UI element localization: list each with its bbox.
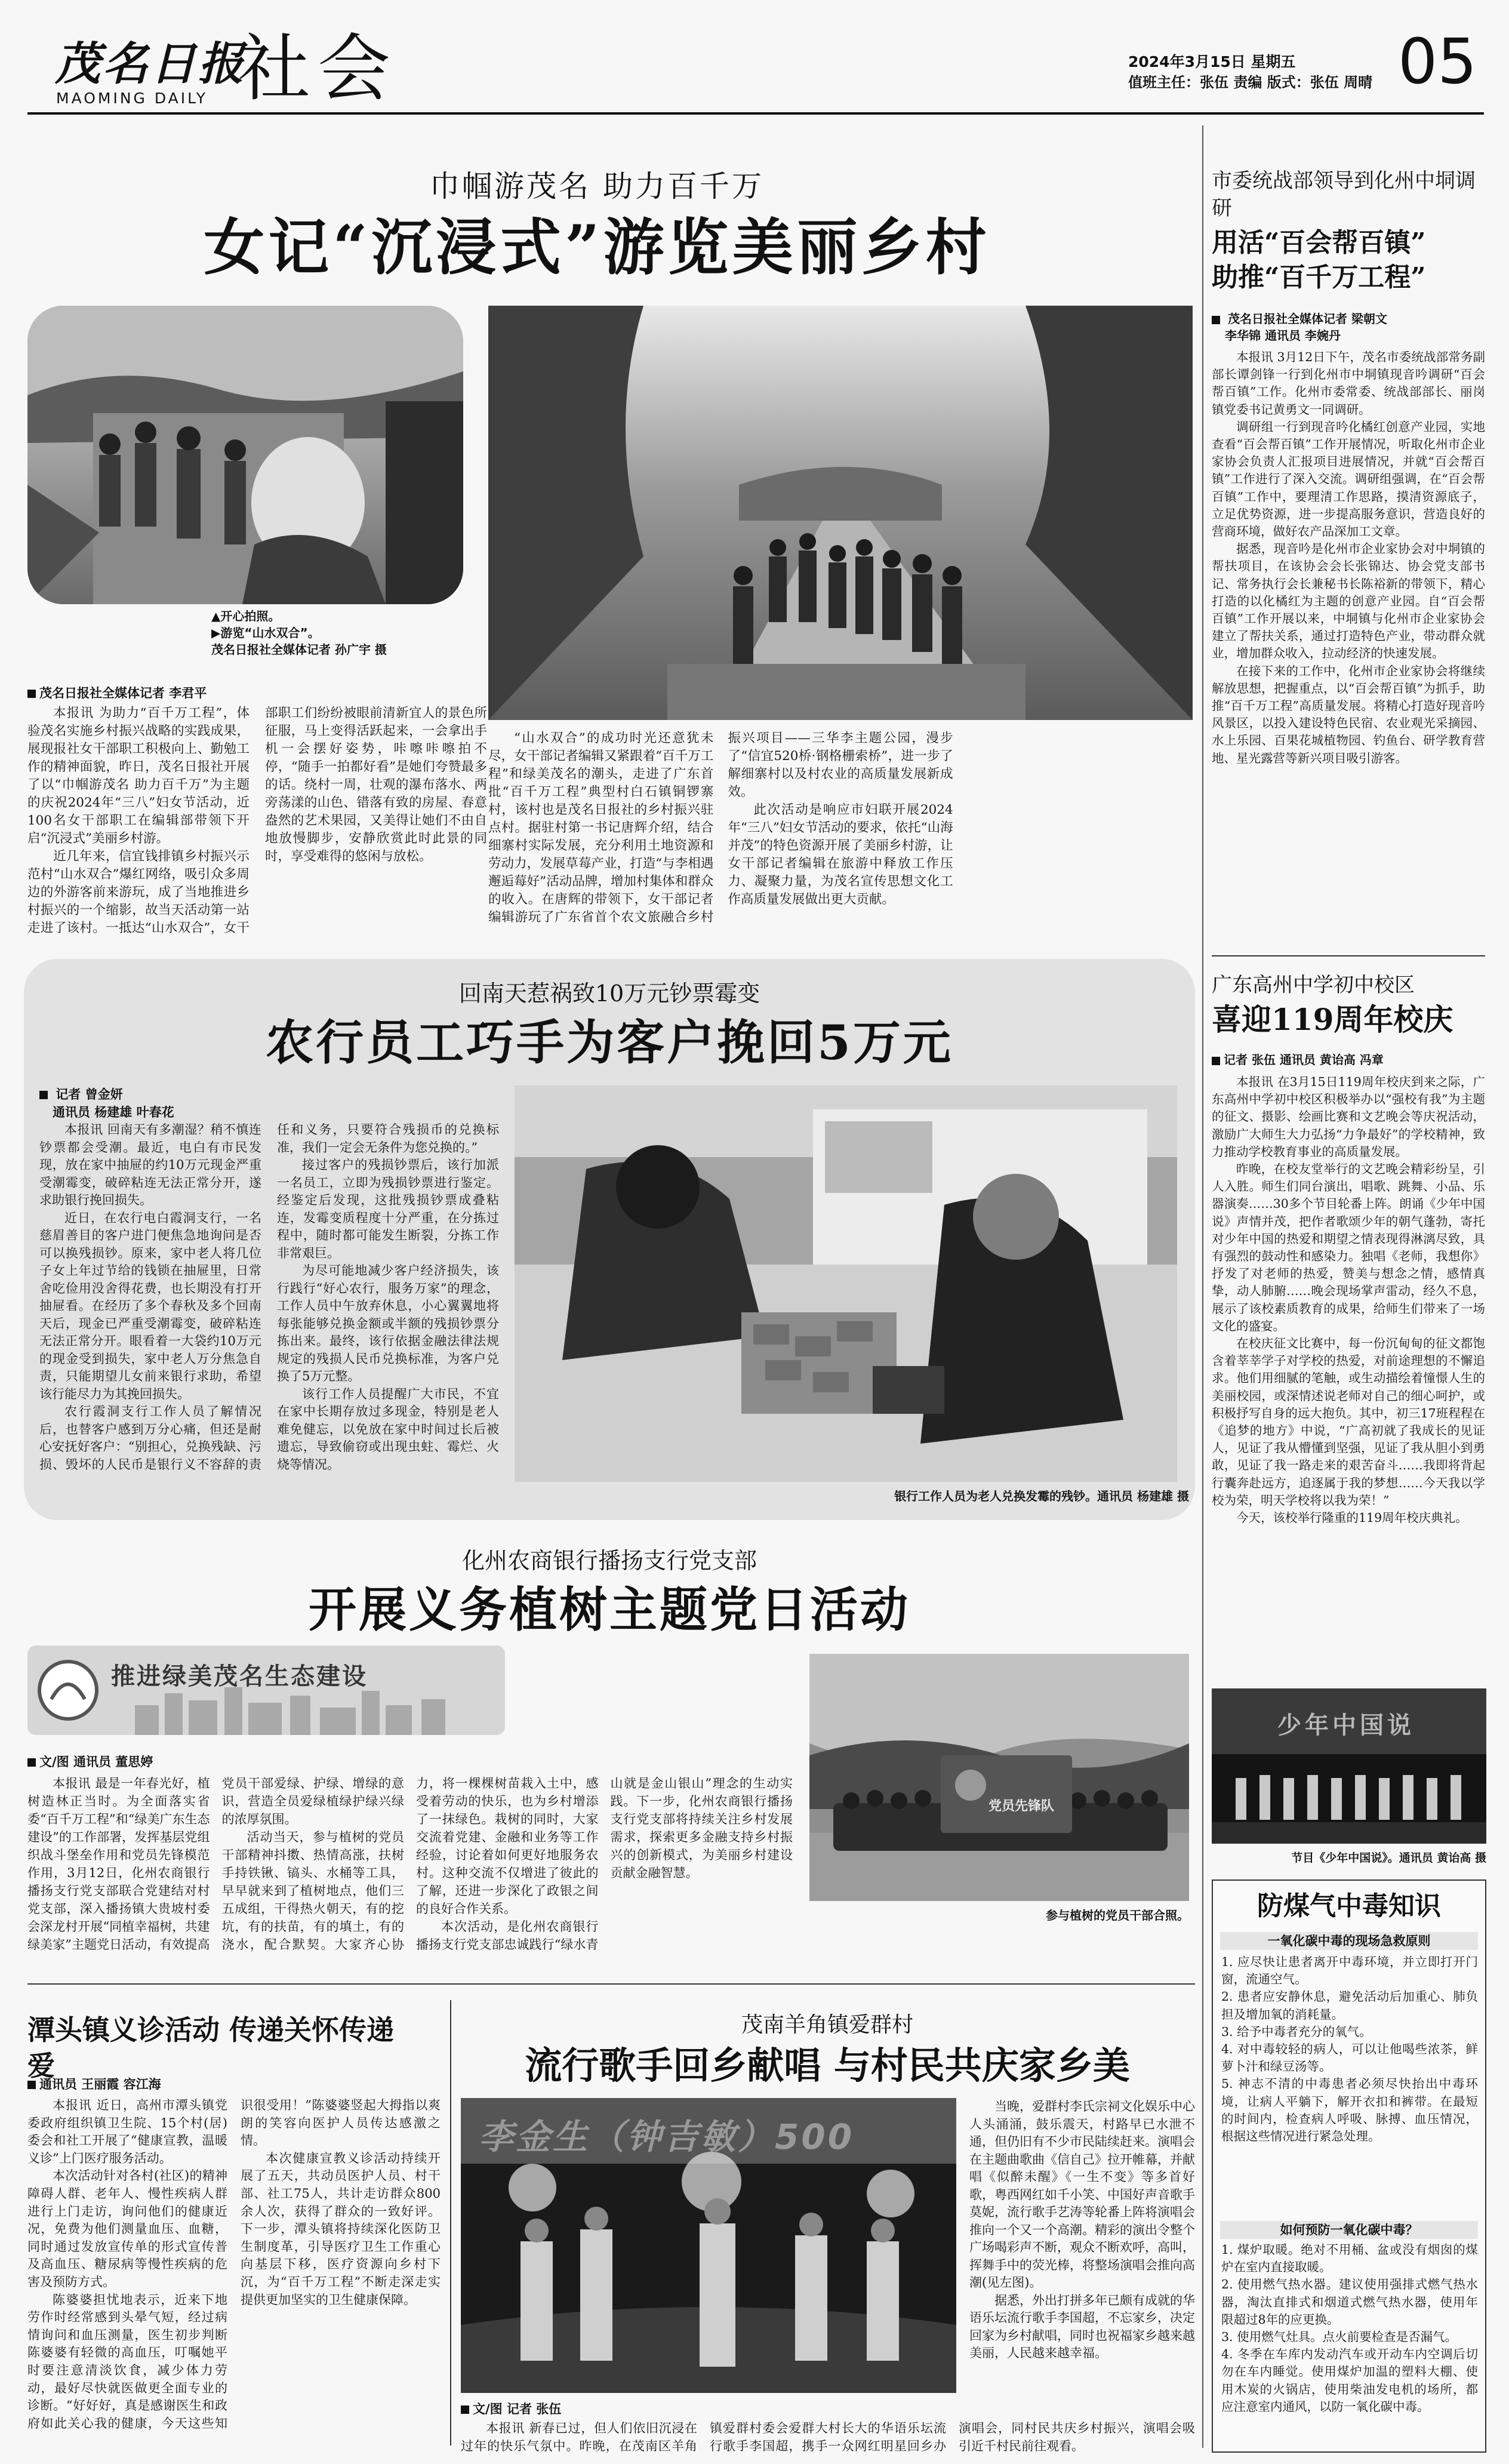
s1-para-1: 本报讯 3月12日下午，茂名市委统战部常务副部长谭剑锋一行到化州市中垌镇现音吟调研“百会帮百镇”工作。化州市委常委、统战部部长、丽岗镇党委书记黄勇文一同调研。: [1212, 350, 1485, 417]
a5-kicker: 茂南羊角镇爱群村: [741, 2013, 913, 2037]
s1-kicker: 市委统战部领导到化州中垌调研: [1212, 169, 1476, 220]
a2-para-3: 农行霞洞支行工作人员了解情况后，也替客户感到万分心痛，但还是耐心安抚好客户：“别担心，兑换残缺、污损、毁坏的人民币是银行义不容辞的责任和义务，只要符合残损币的兑换标准，我们一定会无条件为您兑换的。”: [39, 1122, 499, 1472]
s2-headline: 喜迎119周年校庆: [1212, 1002, 1453, 1037]
s3-list-1: [1221, 1954, 1478, 2145]
s3-item-1: 1. 应尽快让患者离开中毒环境，并立即打开门窗，流通空气。: [1221, 1955, 1478, 1987]
a4-headline: 潭头镇义诊活动 传递关怀传递爱: [27, 2014, 395, 2082]
a1-para-1: 本报讯 为助力“百千万工程”，体验茂名实施乡村振兴战略的实践成果，展现报社女干部职工积极向上、勤勉工作的精神面貌，昨日，茂名日报社开展了以“巾帼游茂名 助力百千万”为主题的庆祝2024年“三八”妇女节活动，近100名女干部职工在编辑部带领下开启“沉浸式”美丽乡村游。: [27, 706, 250, 846]
a1-body-right: [488, 730, 1193, 937]
a3-banner-text: 推进绿美茂名生态建设: [111, 1663, 368, 1690]
photo-tree-planting-group: [809, 1654, 1189, 1901]
a3-photo-caption: 参与植树的党员干部合照。: [1046, 1908, 1189, 1922]
s1-para-4: 在接下来的工作中，化州市企业家协会将继续解放思想，把握重点，以“百会帮百镇”为抓手，助推“百千万工程”高质量发展。将精心打造好现音吟风景区，以投入建设特色民宿、农业观光采摘园、水上乐园、百果花城植物园、钓鱼台、研学教育营地、星光露营等新兴项目吸引游客。: [1212, 663, 1485, 765]
s2-body: [1212, 1073, 1485, 1676]
a1-para-2: 近几年来，信宜钱排镇乡村振兴示范村“山水双合”爆红网络，吸引众多周边的外游客前来游玩，成了当地推进乡村振兴的一个缩影，故当天活动第一站走进了该村。一抵达“山水双合”，女干部职工们纷纷被眼前清新宜人的景色所征服，马上变得活跃起来，一会拿出手机一会摆好姿势，咔嚓咔嚓拍不停，“随手一拍都好看”是她们夸赞最多的话。绕村一周，壮观的瀑布落水、两旁荡漾的山色、错落有致的房屋、春意盎然的艺术果园，又美得让她们不由自地放慢脚步，安静欣赏此时此景的同时，享受难得的悠闲与放松。: [27, 706, 487, 936]
s2-para-4: 今天，该校举行隆重的119周年校庆典礼。: [1236, 1511, 1468, 1525]
s3-subtitle-1: 一氧化碳中毒的现场急救原则: [1220, 1932, 1478, 1950]
a1-photo-left: [27, 306, 463, 604]
a5-body: [969, 2098, 1195, 2450]
a3-photo: [809, 1654, 1189, 1901]
masthead-rule: [27, 112, 1484, 115]
s3-item-2: 2. 患者应安静休息，避免活动后加重心、肺负担及增加氧的消耗量。: [1221, 1989, 1478, 2022]
sidebar-divider: [1202, 125, 1203, 2448]
a4-body: [27, 2097, 441, 2443]
a3-body: [27, 1774, 793, 1968]
a2-photo-caption: 银行工作人员为老人兑换发霉的残钞。通讯员 杨建雄 摄: [894, 1489, 1189, 1503]
a1-body: [27, 705, 487, 937]
s2-byline: 记者 张伍 通讯员 黄诒高 冯章: [1212, 1051, 1486, 1069]
photo-tourists-on-stairs: [27, 306, 463, 604]
a3-flag-text: 党员先锋队: [988, 1799, 1055, 1814]
a2-headline: 农行员工巧手为客户挽回5万元: [266, 1014, 953, 1070]
s2-para-3: 在校庆征文比赛中，每一份沉甸甸的征文都饱含着莘莘学子对学校的热爱，对前途理想的不懈追求。他们用细腻的笔触，或生动描绘着憧憬人生的美丽校园，或深情述说老师对自己的细心呵护，或积极抒写自身的远大抱负。其中，初三17班程程在《追梦的地方》中说，“广高初就了我成长的见证人，见证了我从懵懂到坚强，见证了我从胆小到勇敢，见证了我一路走来的艰苦奋斗……我即将背起行囊奔赴远方，追逐属于我的梦想……今天我以学校为荣，明天学校将以我为荣！”: [1212, 1336, 1485, 1508]
a3-kicker: 化州农商银行播扬支行党支部: [461, 1548, 757, 1574]
photo-village-walk: [488, 306, 1193, 720]
a2-kicker: 回南天惹祸致10万元钞票霉变: [458, 980, 760, 1007]
a5-stage-text: 李金生（钟吉敏）500: [479, 2117, 855, 2157]
a5-headline: 流行歌手回乡献唱 与村民共庆家乡美: [525, 2044, 1130, 2087]
a1-photo-left-caption: ▲开心拍照。 ▶游览“山水双合”。 茂名日报社全媒体记者 孙广宇 摄: [211, 609, 387, 657]
s3-item-3: 3. 给予中毒者充分的氧气。: [1221, 2024, 1372, 2039]
newspaper-logo: 茂名日报: [55, 37, 246, 90]
s3-prev-2: 2. 使用燃气热水器。建议使用强排式燃气热水器，淘汰直排式和烟道式燃气热水器，使用年限超过8年的应更换。: [1221, 2277, 1478, 2327]
a4-para-4: 本次健康宣教义诊活动持续开展了五天，共动员医护人员、村干部、社工75人，共计走访群众800余人次，获得了群众的一致好评。下一步，潭头镇将持续深化医防卫生制度革，引导医疗卫生工作重心向基层下移，医疗资源向乡村下沉，为“百千万工程”不断走深走实提供更加坚实的卫生健康保障。: [241, 2151, 441, 2307]
s3-item-5: 5. 神志不清的中毒患者必须尽快抬出中毒环境，让病人平躺下，解开衣扣和裤带。在最短的时间内，检查病人呼吸、脉搏、血压情况，根据这些情况进行紧急处理。: [1221, 2077, 1478, 2144]
s3-prev-1: 1. 煤炉取暖。绝对不用桶、盆或没有烟囱的煤炉在室内直接取暖。: [1221, 2242, 1478, 2275]
section-title: 社会: [238, 26, 398, 111]
editors-line: 值班主任：张伍 责编 版式：张伍 周晴: [1128, 74, 1373, 91]
a3-para-2: 活动当天，参与植树的党员干部精神抖擞、热情高涨，扶树手持铁锹、镐头、水桶等工具，早早就来到了植树地点，他们三五成组，干得热火朝天，有的挖坑，有的扶苗，有的填土，有的浇水，配合默契。大家齐心协力，将一棵棵树苗栽入土中，感受着劳动的快乐，也为乡村增添了一抹绿色。栽树的同时，大家交流着党建、金融和业务等工作经验，讨论着如何更好地服务农村。这种交流不仅增进了彼此的了解，还进一步深化了政银之间的良好合作关系。: [221, 1776, 599, 1952]
a5-para-3: 据悉，外出打拼多年已颇有成就的华语乐坛流行歌手李国超，不忘家乡，决定回家为乡村献唱，同时也祝福家乡越来越美丽，人民越来越幸福。: [969, 2293, 1195, 2360]
issue-date: 2024年3月15日 星期五: [1128, 53, 1296, 70]
s3-prev-3: 3. 使用燃气灶具。点火前要检查是否漏气。: [1221, 2330, 1458, 2345]
s1-para-3: 据悉，现音吟是化州市企业家协会对中垌镇的帮扶项目，在该协会会长张锦达、协会党支部书记、常务执行会长兼秘书长陈裕新的带领下，精心打造的以化橘红为主题的创意产业园。自“百会帮百镇”工作开展以来，中垌镇与化州市企业家协会建立了帮扶关系，通过打造特色产业，带动群众就业，增加群众收入，拉动经济的快速发展。: [1212, 542, 1485, 661]
a2-para-1: 本报讯 回南天有多潮湿？稍不慎连钞票都会受潮。最近，电白有市民发现，放在家中抽屉的约10万元现金严重受潮霉变，破碎粘连无法正常分开，遂求助银行挽回损失。: [39, 1122, 261, 1207]
s1-body: [1212, 349, 1485, 952]
masthead: [0, 0, 1509, 111]
a5-para-1: 本报讯 新春已过，但人们依旧沉浸在过年的快乐气氛中。昨晚，在茂南区羊角镇爱群村委会爱群大村长大的华语乐坛流行歌手李国超，携手一众网红明星回乡办演唱会，同村民共庆乡村振兴，演唱会吸引近千村民前往观看。: [461, 2421, 1195, 2453]
newspaper-logo-en: MAOMING DAILY: [56, 90, 208, 107]
a2-para-2: 近日，在农行电白霞洞支行，一名慈眉善目的客户进门便焦急地询问是否可以换残损钞。原来，家中老人将几位子女上年过节给的钱锁在抽屉里，日常舍吃俭用没舍得花费，也长期没有打开抽屉看。在经历了多个春秋及多个回南天后，现金已严重受潮霉变，破碎粘连无法正常分开。眼看着一大袋约10万元的现金受到损失，家中老人万分焦急自责，只能期望儿女前来银行求助，希望该行能尽力为其挽回损失。: [39, 1210, 261, 1401]
a1-para-3: “山水双合”的成功时光还意犹未尽，女干部记者编辑又紧跟着“百千万工程”和绿美茂名的潮头，走进了广东首批“百千万工程”典型村白石镇铜锣寨村，该村也是茂名日报社的乡村振兴驻点村。据驻村第一书记唐辉介绍，结合细寨村实际发展，充分利用土地资源和劳动力，发展草莓产业，打造“与李相遇 邂逅莓好”活动品牌，增加村集体和群众的收入。在唐辉的带领下，女干部记者编辑游玩了广东省首个农文旅融合乡村振兴项目——三华李主题公园，漫步了“信宜520桥·钢格栅索桥”，进一步了解细寨村以及村农业的高质量发展新成效。: [488, 731, 953, 925]
a2-body: [39, 1121, 499, 1503]
a3-headline: 开展义务植树主题党日活动: [309, 1582, 910, 1638]
a3-para-3: 本次活动，是化州农商银行播扬支行党支部忠诚践行“绿水青山就是金山银山”理念的生动实践。下一步，化州农商银行播扬支行党支部将持续关注乡村发展需求，探索更多金融支持乡村振兴的创新模式，为美丽乡村建设贡献金融智慧。: [416, 1776, 793, 1952]
a1-headline: 女记“沉浸式”游览美丽乡村: [204, 212, 990, 284]
s3-prev-4: 4. 冬季在车库内发动汽车或开动车内空调后切勿在车内睡觉。使用煤炉加温的塑料大棚、使用木炭的火锅店，使用柴油发电机的场所，都应注意室内通风，以防一氧化碳中毒。: [1221, 2347, 1478, 2414]
a4-divider: [450, 2000, 451, 2445]
a5-photo: [461, 2098, 956, 2393]
a5-byline: 文/图 记者 张伍: [461, 2400, 676, 2418]
page-number: 05: [1398, 25, 1477, 98]
a3-para-1: 本报讯 最是一年春光好，植树造林正当时。为全面落实省委“百千万工程”和“绿美广东生态建设”的工作部署，发挥基层党组织战斗堡垒作用和党员先锋模范作用，3月12日，化州农商银行播扬支行党支部联合党建结对村党支部，深入播扬镇大贵坡村委会深龙村开展“同植幸福树，共建绿美家”主题党日活动，有效提高党员干部爱绿、护绿、增绿的意识，营造全员爱绿植绿护绿兴绿的浓厚氛围。: [27, 1776, 404, 1952]
a1-kicker: 巾帼游茂名 助力百千万: [430, 169, 764, 204]
s3-title: 防煤气中毒知识: [1257, 1891, 1441, 1921]
s3-subtitle-2: 如何预防一氧化碳中毒？: [1220, 2221, 1478, 2239]
a2-byline-2: 通讯员 杨建雄 叶春花: [53, 1105, 174, 1119]
a2-para-6: 该行工作人员提醒广大市民，不宜在家中长期存放过多现金，特别是老人难免健忘，以免放在家中时间过长后被遗忘，导致偷窃或出现虫蛀、霉烂、火烧等情况。: [277, 1386, 499, 1472]
a3-bottom-rule: [27, 1983, 1195, 1985]
s3-item-4: 4. 对中毒较轻的病人，可以让他喝些浓茶，鲜萝卜汁和绿豆汤等。: [1221, 2042, 1478, 2074]
s1-para-2: 调研组一行到现音吟化橘红创意产业园，实地查看“百会帮百镇”工作开展情况，听取化州市企业家协会负责人汇报项目进展情况，并就“百会帮百镇”工作进行了深入交流。调研组强调，在“百会帮百镇”工作中，要理清工作思路，摸清资源底子，立足优势资源，进一步提高服务意识，营造良好的营商环境，做好农产品深加工文章。: [1212, 419, 1485, 539]
a2-para-5: 为尽可能地减少客户经济损失，该行践行“好心农行，服务万家”的理念，工作人员中午放弃休息，小心翼翼地将每张能够兑换金额或半额的残损钞票分拣出来。最终，该行依据金融法律法规规定的残损人民币兑换标准，为客户兑换了5万元整。: [277, 1263, 499, 1383]
s2-photo-caption: 节目《少年中国说》。通讯员 黄诒高 摄: [1291, 1851, 1486, 1865]
a5-para-2: 当晚，爱群村李氏宗祠文化娱乐中心人头涌涌，鼓乐震天，村路早已水泄不通，但仍旧有不少市民陆续赶来。演唱会在主题曲歌曲《信自己》拉开帷幕，并献唱《似醉未醒》《一生不变》等多首好歌，粤西网红如千小笑、中国好声音歌手莫妮，流行歌手艺涛等轮番上阵将演唱会推向一个又一个高潮。精彩的演出令整个广场喝彩声不断，观众不断欢呼，高叫，挥舞手中的荧光棒，将整场演唱会推向高潮(见左图)。: [969, 2099, 1195, 2290]
a2-byline: 记者 曾金妍 通讯员 杨建雄 叶春花: [39, 1085, 254, 1121]
a2-photo: [515, 1085, 1177, 1482]
a2-para-4: 接过客户的残损钞票后，该行加派一名员工，立即为残损钞票进行鉴定。经鉴定后发现，这批残损钞票成叠粘连，发霉变质程度十分严重，在分拣过程中，随时都可能发生断裂，分拣工作非常艰巨。: [277, 1158, 499, 1260]
s2-photo: [1212, 1688, 1486, 1844]
a4-para-2: 本次活动针对各村(社区)的精神障碍人群、老年人、慢性疾病人群进行上门走访，询问他们的健康近况，免费为他们测量血压、血糖，同时通过发放宣传单的形式宣传普及高血压、糖尿病等慢性疾病的危害及预防方式。: [27, 2168, 227, 2289]
a3-byline: 文/图 通讯员 董思婷: [27, 1753, 242, 1771]
s2-kicker: 广东高州中学初中校区: [1212, 973, 1415, 997]
s2-para-2: 昨晚，在校友堂举行的文艺晚会精彩纷呈，引人入胜。师生们同台演出，唱歌、跳舞、小品、乐器演奏……30多个节目轮番上阵。朗诵《少年中国说》声情并茂，把作者歌颂少年的朝气蓬勃，寄托对少年中国的热爱和期望之情表现得淋漓尽致，具有强烈的鼓动性和感染力。独唱《老师，我想你》抒发了对老师的热爱，赞美与想念之情，感情真挚，动人肺腑……晚会现场掌声雷动，经久不息，展示了该校素质教育的成果，给师生们带来了一场文化的盛宴。: [1212, 1162, 1485, 1333]
a3-banner: [27, 1645, 505, 1735]
s2-para-1: 本报讯 在3月15日119周年校庆到来之际，广东高州中学初中校区积极举办以“强校有我”为主题的征文、摄影、绘画比赛和文艺晚会等庆祝活动，激励广大师生大力弘扬“力争最好”的学校精神，致力推动学校教育事业的高质量发展。: [1212, 1075, 1485, 1159]
s1-rule: [1212, 955, 1485, 956]
a4-para-1: 本报讯 近日，高州市潭头镇党委政府组织镇卫生院、15个村(居)委会和社工开展了“健康宣教，温暖义诊”上门医疗服务活动。: [27, 2098, 227, 2165]
a1-photo-main: [488, 306, 1193, 720]
a1-para-4: 此次活动是响应市妇联开展2024年“三八”妇女节活动的要求，依托“山海并茂”的特色资源开展了美丽乡村游，让女干部记者编辑在旅游中释放工作压力、凝聚力量，为茂名宣传思想文化工作高质量发展做出更大贡献。: [728, 802, 953, 907]
s1-byline: 茂名日报社全媒体记者 梁朝文 李华锦 通讯员 李婉丹: [1212, 310, 1486, 344]
s2-stage-text: 少年中国说: [1277, 1711, 1415, 1739]
a4-byline: 通讯员 王丽霞 容江海: [27, 2075, 254, 2093]
a4-para-3: 陈婆婆担忧地表示，近来下地劳作时经常感到头晕气短，经过病情询问和血压测量，医生初步判断陈婆婆有轻微的高血压，叮嘱她平时要注意清淡饮食，减少体力劳动，最好尽快就医做更全面专业的诊断。“好好好，真是感谢医生和政府如此关心我的健康，今天这些知识很受用！”陈婆婆竖起大拇指以爽朗的笑容向医护人员传达感激之情。: [27, 2098, 441, 2431]
s3-list-2: [1221, 2241, 1478, 2448]
photo-bank-counter: [515, 1085, 1177, 1482]
s1-headline: 用活“百会帮百镇” 助推“百千万工程”: [1212, 227, 1426, 293]
a1-byline: 茂名日报社全媒体记者 李君平: [27, 684, 242, 702]
